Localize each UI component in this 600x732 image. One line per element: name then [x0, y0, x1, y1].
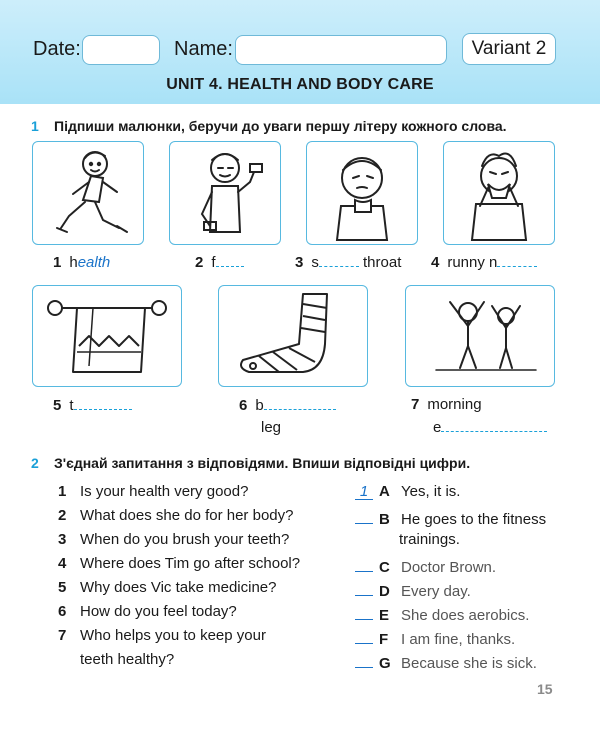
question-row: 7 Who helps you to keep your	[58, 627, 266, 644]
answer-row: F I am fine, thanks.	[355, 627, 515, 648]
answer-blank[interactable]	[216, 254, 244, 267]
bandaged-leg-icon	[219, 286, 367, 386]
picture-7	[405, 285, 555, 387]
answer-blank[interactable]	[441, 419, 547, 432]
caption-2: 2 f	[195, 254, 244, 271]
question-row: 4 Where does Tim go after school?	[58, 555, 301, 572]
answer-row: 1 A Yes, it is.	[355, 483, 460, 500]
answer-row: D Every day.	[355, 579, 471, 600]
match-blank[interactable]	[355, 627, 373, 644]
kids-exercising-icon	[406, 286, 554, 386]
boy-running-icon	[33, 142, 143, 244]
question-row: 1 Is your health very good?	[58, 483, 249, 500]
match-blank[interactable]	[355, 603, 373, 620]
picture-2	[169, 141, 281, 245]
answer-blank[interactable]	[497, 254, 537, 267]
match-blank[interactable]	[355, 579, 373, 596]
unit-title: UNIT 4. HEALTH AND BODY CARE	[166, 76, 434, 93]
caption-7: 7 morning	[411, 396, 482, 413]
answer-row: B He goes to the fitness	[355, 507, 546, 528]
match-blank[interactable]: 1	[355, 483, 373, 500]
caption-6-line2: leg	[261, 419, 282, 436]
match-blank[interactable]	[355, 651, 373, 668]
variant-badge: Variant 2	[462, 33, 556, 65]
picture-1	[32, 141, 144, 245]
caption-5: 5 t	[53, 397, 132, 414]
name-field[interactable]	[235, 35, 447, 65]
picture-6	[218, 285, 368, 387]
answer-blank[interactable]	[74, 397, 132, 410]
boy-blowing-nose-icon	[444, 142, 554, 244]
name-label: Name:	[174, 38, 233, 60]
exercise-2-instruction: З'єднай запитання з відповідями. Впиши відповідні цифри.	[54, 455, 471, 471]
exercise-2-number: 2	[31, 455, 39, 471]
caption-7-line2: e	[433, 419, 547, 436]
answer-blank[interactable]	[264, 397, 336, 410]
picture-4	[443, 141, 555, 245]
answer-row: E She does aerobics.	[355, 603, 529, 624]
picture-3	[306, 141, 418, 245]
caption-6: 6 b	[239, 397, 336, 414]
match-blank[interactable]	[355, 507, 373, 524]
caption-4: 4 runny n	[431, 254, 537, 271]
answer-row: G Because she is sick.	[355, 651, 537, 672]
boy-sore-throat-icon	[307, 142, 417, 244]
question-row-line2: teeth healthy?	[80, 651, 175, 668]
question-row: 3 When do you brush your teeth?	[58, 531, 290, 548]
answer-row-line2: trainings.	[399, 531, 460, 548]
boy-dumbbells-icon	[170, 142, 280, 244]
date-field[interactable]	[82, 35, 160, 65]
exercise-1-instruction: Підпиши малюнки, беручи до уваги першу літеру кожного слова.	[54, 118, 507, 134]
caption-3: 3 s throat	[295, 254, 402, 271]
exercise-1-number: 1	[31, 118, 39, 134]
page-number: 15	[537, 681, 553, 697]
question-row: 5 Why does Vic take medicine?	[58, 579, 277, 596]
answer-row: C Doctor Brown.	[355, 555, 496, 576]
match-blank[interactable]	[355, 555, 373, 572]
question-row: 2 What does she do for her body?	[58, 507, 294, 524]
picture-5	[32, 285, 182, 387]
caption-1: 1 health	[53, 254, 111, 271]
towel-icon	[33, 286, 181, 386]
answer-blank[interactable]	[319, 254, 359, 267]
date-label: Date:	[33, 38, 81, 60]
question-row: 6 How do you feel today?	[58, 603, 237, 620]
